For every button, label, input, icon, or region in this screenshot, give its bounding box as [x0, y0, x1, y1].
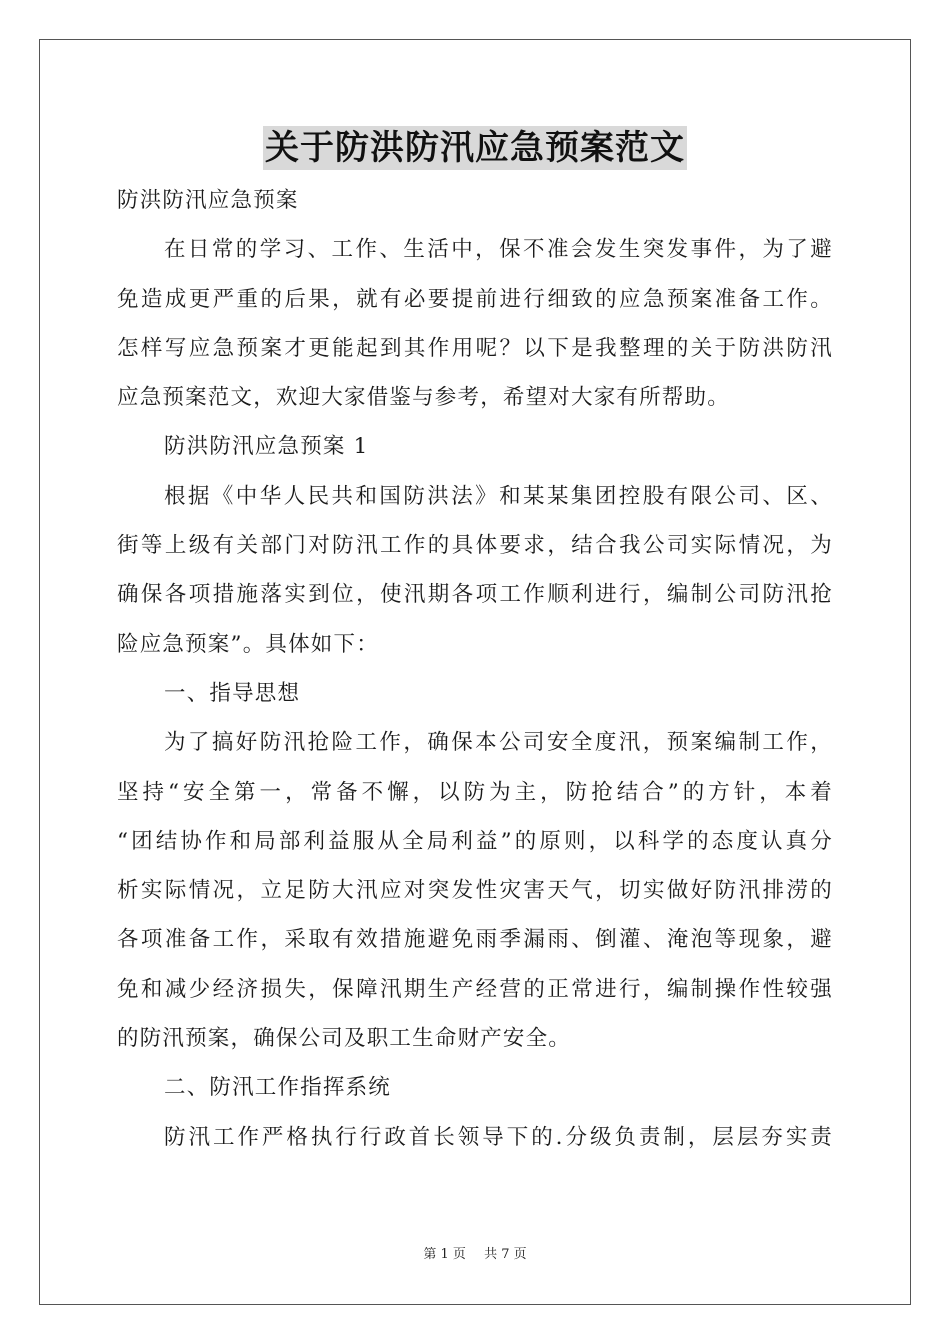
- text-line: 二、防汛工作指挥系统: [164, 1075, 392, 1101]
- text-line: 免和减少经济损失，保障汛期生产经营的正常进行，编制操作性较强: [117, 976, 833, 1002]
- text-line: 一、指导思想: [164, 680, 301, 706]
- text-line: 根据《中华人民共和国防洪法》和某某集团控股有限公司、区、: [164, 483, 833, 509]
- text-line: 确保各项措施落实到位，使汛期各项工作顺利进行，编制公司防汛抢: [117, 582, 833, 608]
- text-line: “团结协作和局部利益服从全局利益”的原则，以科学的态度认真分: [117, 828, 833, 854]
- text-line: 防洪防汛应急预案: [117, 188, 299, 213]
- text-line: 在日常的学习、工作、生活中，保不准会发生突发事件，为了避: [164, 237, 833, 263]
- text-line: 的防汛预案，确保公司及职工生命财产安全。: [117, 1026, 572, 1052]
- page-total: 共 7 页: [484, 1247, 527, 1262]
- page-number: 第 1 页: [423, 1247, 466, 1262]
- text-line: 为了搞好防汛抢险工作，确保本公司安全度汛，预案编制工作，: [164, 730, 833, 756]
- text-line: 街等上级有关部门对防汛工作的具体要求，结合我公司实际情况，为: [117, 533, 833, 559]
- text-line: 防汛工作严格执行行政首长领导下的.分级负责制，层层夯实责: [164, 1124, 833, 1150]
- text-line: 免造成更严重的后果，就有必要提前进行细致的应急预案准备工作。: [117, 286, 833, 312]
- text-line: 应急预案范文，欢迎大家借鉴与参考，希望对大家有所帮助。: [117, 385, 730, 411]
- text-line: 防洪防汛应急预案 1: [164, 434, 369, 460]
- document-body: [117, 176, 833, 1162]
- title-container: [0, 126, 950, 170]
- text-line: 坚持“安全第一，常备不懈，以防为主，防抢结合”的方针，本着: [117, 779, 833, 805]
- text-line: 各项准备工作，采取有效措施避免雨季漏雨、倒灌、淹泡等现象，避: [117, 927, 833, 953]
- text-line: 析实际情况，立足防大汛应对突发性灾害天气，切实做好防汛排涝的: [117, 878, 833, 904]
- text-line: 险应急预案”。具体如下：: [117, 631, 379, 657]
- text-line: 怎样写应急预案才更能起到其作用呢？以下是我整理的关于防洪防汛: [117, 335, 833, 361]
- document-title: 关于防洪防汛应急预案范文: [265, 128, 685, 168]
- page-footer: [0, 1246, 950, 1264]
